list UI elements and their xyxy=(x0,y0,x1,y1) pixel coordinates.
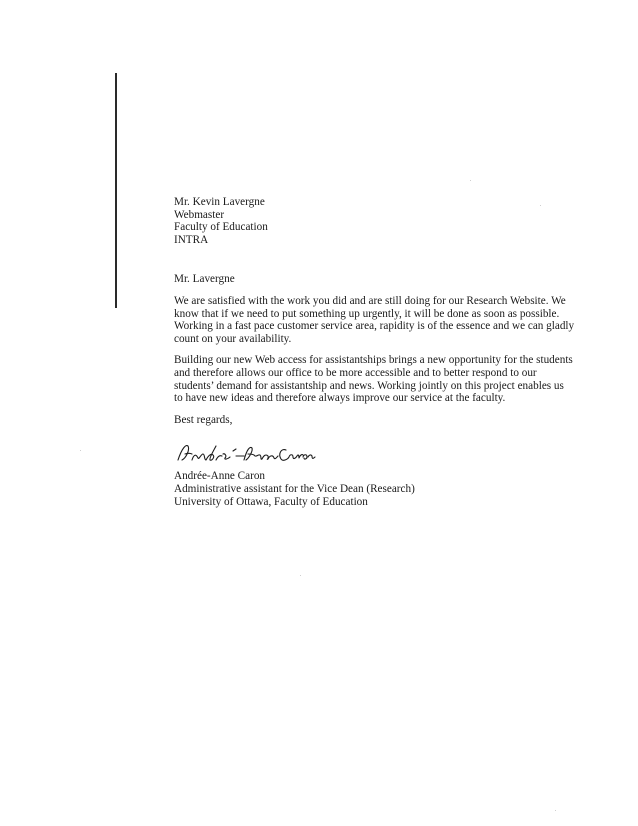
recipient-organization: INTRA xyxy=(174,233,209,246)
salutation: Mr. Lavergne xyxy=(174,273,235,286)
recipient-name: Mr. Kevin Lavergne xyxy=(174,196,265,208)
paragraph-line: students’ demand for assistantship and news. Working jointly on this project enables us xyxy=(174,379,564,392)
paragraph-line: know that if we need to put something up urgently, it will be done as soon as possible. xyxy=(174,307,560,320)
paragraph-line: Working in a fast pace customer service area, rapidity is of the essence and we can gladly xyxy=(174,320,575,333)
scan-speck xyxy=(470,180,471,181)
paragraph-2 xyxy=(174,354,573,405)
recipient-title: Webmaster xyxy=(174,208,225,221)
handwritten-signature xyxy=(176,440,316,468)
recipient-department: Faculty of Education xyxy=(174,221,268,234)
letter-body xyxy=(174,196,575,508)
paragraph-line: We are satisfied with the work you did and are still doing for our Research Website. We xyxy=(174,294,566,307)
paragraph-line: count on your availability. xyxy=(174,332,292,345)
sender-title: Administrative assistant for the Vice Dean (Research) xyxy=(174,482,415,495)
paragraph-line: to have new ideas and therefore always improve our service at the faculty. xyxy=(174,392,506,405)
scan-speck xyxy=(300,575,301,576)
scan-speck xyxy=(80,450,81,451)
closing: Best regards, xyxy=(174,413,233,426)
scan-edge-line xyxy=(115,73,117,308)
sender-name: Andrée-Anne Caron xyxy=(174,470,266,483)
paragraph-line: and therefore allows our office to be more accessible and to better respond to our xyxy=(174,366,537,379)
paragraph-1 xyxy=(174,294,575,345)
scan-speck xyxy=(555,810,556,811)
sender-block xyxy=(174,470,544,508)
paragraph-line: Building our new Web access for assistantships brings a new opportunity for the students xyxy=(174,354,573,367)
recipient-address xyxy=(174,196,544,246)
sender-affiliation: University of Ottawa, Faculty of Education xyxy=(174,495,368,508)
